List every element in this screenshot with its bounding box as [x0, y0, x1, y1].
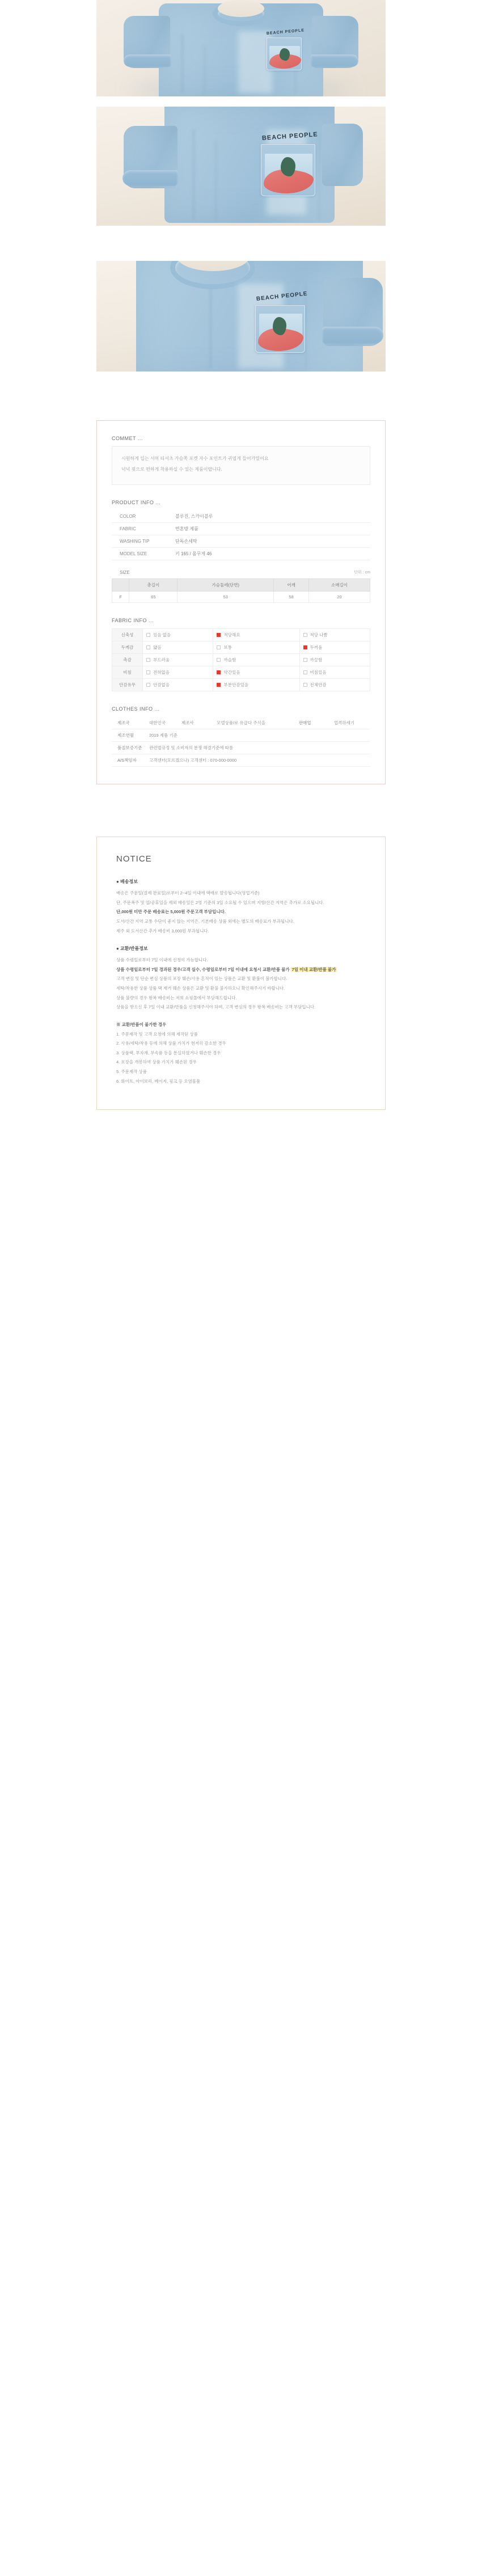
- checkbox-icon: [146, 683, 150, 687]
- pocket-text: BEACH PEOPLE: [266, 28, 305, 36]
- notice-line: 4. 포장을 개봉하여 상품 가치가 훼손된 경우: [116, 1059, 197, 1065]
- fabric-option: [299, 641, 370, 654]
- fabric-row-head: 안감유무: [112, 679, 143, 691]
- notice-line: ※ 교환/반품이 불가한 경우: [116, 1021, 167, 1027]
- product-photo-pocket-detail: [96, 107, 386, 226]
- table-row: [112, 523, 370, 535]
- notice-line: 배송은 주문일(결제 완료일)로부터 2~4일 이내에 택배로 발송됩니다(영업기준): [116, 890, 260, 896]
- table-header-row: [112, 579, 370, 592]
- table-row: [112, 535, 370, 548]
- size-cell: 65: [129, 592, 177, 603]
- notice-line: 3. 상품택, 부자재, 부속품 등을 분실하였거나 훼손한 경우: [116, 1050, 221, 1055]
- pocket-graphic: [255, 305, 305, 353]
- fabric-option-label: 전체안감: [310, 682, 327, 687]
- fabric-option-label: 안감없음: [153, 682, 170, 687]
- pocket-text: BEACH PEOPLE: [256, 290, 308, 302]
- notice-line-text: 상품 수령일로부터 7일 경과된 경우/고객 실수, 수령일로부터 7일 이내에 요청시 교환/반품 불가: [116, 966, 290, 972]
- table-row: [112, 629, 370, 641]
- pocket-graphic: [261, 144, 315, 196]
- fabric-option-label: 얇음: [153, 645, 162, 650]
- notice-section-heading: ● 교환/반품정보: [116, 946, 148, 952]
- fabric-option: [143, 654, 213, 666]
- fabric-option-label: 전혀없음: [153, 670, 170, 675]
- clothes-value: 모델상품/로 유급다 주식을: [214, 717, 297, 729]
- fabric-info-table: [112, 628, 370, 691]
- size-cell: 20: [309, 592, 370, 603]
- fabric-option-label: 두꺼움: [310, 645, 323, 650]
- notice-line: 상품을 받으신 후 7일 이내 교환/반품을 신청해주셔야 하며, 고객 변심의 경우 왕복 배송비는 고객 부담입니다.: [116, 1004, 316, 1010]
- checkbox-icon: [217, 633, 221, 637]
- product-info-title: PRODUCT INFO ...: [112, 500, 161, 505]
- product-photo-model-shoulder: [96, 261, 386, 371]
- table-row: [112, 548, 370, 560]
- table-row: [112, 592, 370, 603]
- notice-line: 도서/산간 지역 교통 수단이 좋지 않는 지역은, 기본배송 상품 외에는 별도의 배송료가 부과됩니다.: [116, 918, 294, 924]
- fabric-option-label: 비침있음: [310, 670, 327, 675]
- fabric-row-head: 비침: [112, 666, 143, 679]
- clothes-value: 대한민국: [147, 717, 179, 729]
- fabric-option: [299, 654, 370, 666]
- clothes-info-table: [112, 717, 370, 767]
- notice-line: 6. 화이트, 아이보리, 베이지, 핑크 등 오염물품: [116, 1078, 201, 1084]
- checkbox-icon: [217, 670, 221, 674]
- fabric-option: [213, 629, 299, 641]
- clothes-info-title: CLOTHES INFO ...: [112, 706, 160, 712]
- fabric-option: [213, 679, 299, 691]
- notice-line: 상품 수령일로부터 7일 이내에 신청이 가능합니다.: [116, 957, 208, 963]
- clothes-key: 품질보증기준: [112, 742, 147, 754]
- checkbox-icon: [217, 658, 221, 662]
- checkbox-icon: [303, 633, 307, 637]
- checkbox-icon: [146, 645, 150, 649]
- clothes-value: 고객센터(모르겠으나) 고객센터 : 070-000-0000: [147, 754, 370, 767]
- product-info-key: COLOR: [112, 510, 173, 523]
- fabric-option-label: 까끌함: [310, 657, 323, 662]
- notice-card: [96, 837, 386, 1110]
- clothes-key: 제조국: [112, 717, 147, 729]
- checkbox-icon: [303, 645, 307, 649]
- notice-highlight: 7일 이내 교환/반품 불가: [291, 966, 336, 972]
- fabric-option-label: 보통: [223, 645, 232, 650]
- fabric-row-head: 촉감: [112, 654, 143, 666]
- fabric-option-label: 적당해요: [223, 632, 240, 637]
- product-photo-front-full: [96, 0, 386, 96]
- notice-line: 1. 주문제작 및 고객 요청에 의해 제작된 상품: [116, 1031, 198, 1037]
- pocket-graphic: [267, 37, 302, 70]
- notice-line: 고객 변심 및 단순 변심 상품의 포장 훼손/사용 흔적이 있는 상품은 교환 및 환불이 불가합니다.: [116, 976, 287, 982]
- fabric-option: [143, 666, 213, 679]
- fabric-option-label: 부분안감있음: [223, 682, 248, 687]
- fabric-row-head: 두께감: [112, 641, 143, 654]
- checkbox-icon: [146, 633, 150, 637]
- notice-line: 2. 사용/세탁/착용 등에 의해 상품 가치가 현저히 감소한 경우: [116, 1041, 226, 1046]
- size-cell: 53: [177, 592, 274, 603]
- checkbox-icon: [146, 658, 150, 662]
- fabric-info-title: FABRIC INFO ...: [112, 618, 154, 623]
- notice-line: 상품 불량의 경우 왕복 배송비는 저희 쇼핑몰에서 부담해드립니다.: [116, 995, 237, 1000]
- notice-line: 단, 주문폭주 및 일/공휴일을 제외 배송일은 2영 기준의 3일 소요될 수 있으며 지방/산간 지역은 추가로 소요됩니다.: [116, 900, 324, 905]
- notice-section-heading: ● 배송정보: [116, 879, 138, 884]
- size-cell: 58: [274, 592, 309, 603]
- table-row: [112, 742, 370, 754]
- product-info-table: [112, 510, 370, 560]
- comment-title: COMMET ...: [112, 436, 143, 441]
- size-unit: 단위 : cm: [354, 571, 370, 575]
- table-row: [112, 654, 370, 666]
- clothes-value: 2019 제품 기준: [147, 729, 370, 742]
- notice-line: 5. 주문제작 상품: [116, 1069, 147, 1074]
- table-row: [112, 717, 370, 729]
- fabric-option: [299, 629, 370, 641]
- pocket-text: BEACH PEOPLE: [261, 131, 318, 142]
- clothes-key: A/S책임자: [112, 754, 147, 767]
- checkbox-icon: [303, 683, 307, 687]
- fabric-option: [143, 641, 213, 654]
- fabric-option-label: 까슬함: [223, 657, 236, 662]
- notice-title: NOTICE: [116, 854, 152, 864]
- clothes-key: 제조연월: [112, 729, 147, 742]
- fabric-option: [299, 666, 370, 679]
- fabric-option-label: 부드러움: [153, 657, 170, 662]
- fabric-option: [143, 679, 213, 691]
- product-info-card: [96, 420, 386, 784]
- fabric-option: [299, 679, 370, 691]
- product-info-value: 면혼방 제품: [173, 523, 370, 535]
- checkbox-icon: [146, 670, 150, 674]
- clothes-key: 판매업: [297, 717, 332, 729]
- product-info-value: 키 165 / 몸무게 46: [173, 548, 370, 560]
- product-info-key: MODEL SIZE: [112, 548, 173, 560]
- size-header: 어깨: [274, 579, 309, 592]
- clothes-key: 제조사: [179, 717, 214, 729]
- notice-line: 제주 외 도서산간 추가 배송비 3,000원 부과됩니다.: [116, 928, 209, 934]
- fabric-option-label: 적당 나쁨: [310, 632, 328, 637]
- size-cell: F: [112, 592, 129, 603]
- fabric-option: [213, 654, 299, 666]
- size-header: 총길이: [129, 579, 177, 592]
- fabric-option-label: 있음 없음: [153, 632, 171, 637]
- notice-line: 단,000원 미만 주문 배송료는 5,000원 주문고객 부담입니다.: [116, 909, 226, 915]
- size-header: 가슴둘레(단면): [177, 579, 274, 592]
- size-label: SIZE: [120, 570, 130, 575]
- checkbox-icon: [303, 670, 307, 674]
- comment-line: 넉넉 핏으로 편하게 착용하실 수 있는 제품이랍니다.: [121, 467, 222, 472]
- size-header: [112, 579, 129, 592]
- product-info-key: FABRIC: [112, 523, 173, 535]
- clothes-value: 관련법규정 및 소비자의 분쟁 해결기준에 따름: [147, 742, 370, 754]
- product-info-value: 단독손세탁: [173, 535, 370, 548]
- table-row: [112, 729, 370, 742]
- notice-line: 세탁/착용한 상품 상품 택 제거 훼손 상품은 교환 및 환불 불가하오니 확인해주시기 바랍니다.: [116, 986, 285, 991]
- checkbox-icon: [303, 658, 307, 662]
- fabric-row-head: 신축성: [112, 629, 143, 641]
- comment-line: 시원하게 입는 서머 티셔츠 가슴쪽 포켓 자수 포인트가 귀엽게 들어가있어요: [121, 456, 269, 461]
- table-row: [112, 666, 370, 679]
- product-info-key: WASHING TIP: [112, 535, 173, 548]
- product-info-value: 블루진, 스카이블루: [173, 510, 370, 523]
- clothes-value: 업격하세기: [332, 717, 370, 729]
- checkbox-icon: [217, 683, 221, 687]
- fabric-option: [143, 629, 213, 641]
- comment-box: [112, 446, 370, 485]
- table-row: [112, 510, 370, 523]
- fabric-option: [213, 641, 299, 654]
- size-table: [112, 578, 370, 603]
- table-row: [112, 641, 370, 654]
- table-row: [112, 754, 370, 767]
- size-header: 소매길이: [309, 579, 370, 592]
- checkbox-icon: [217, 645, 221, 649]
- fabric-option: [213, 666, 299, 679]
- table-row: [112, 679, 370, 691]
- fabric-option-label: 약간있음: [223, 670, 240, 675]
- notice-line-highlighted: [116, 966, 366, 974]
